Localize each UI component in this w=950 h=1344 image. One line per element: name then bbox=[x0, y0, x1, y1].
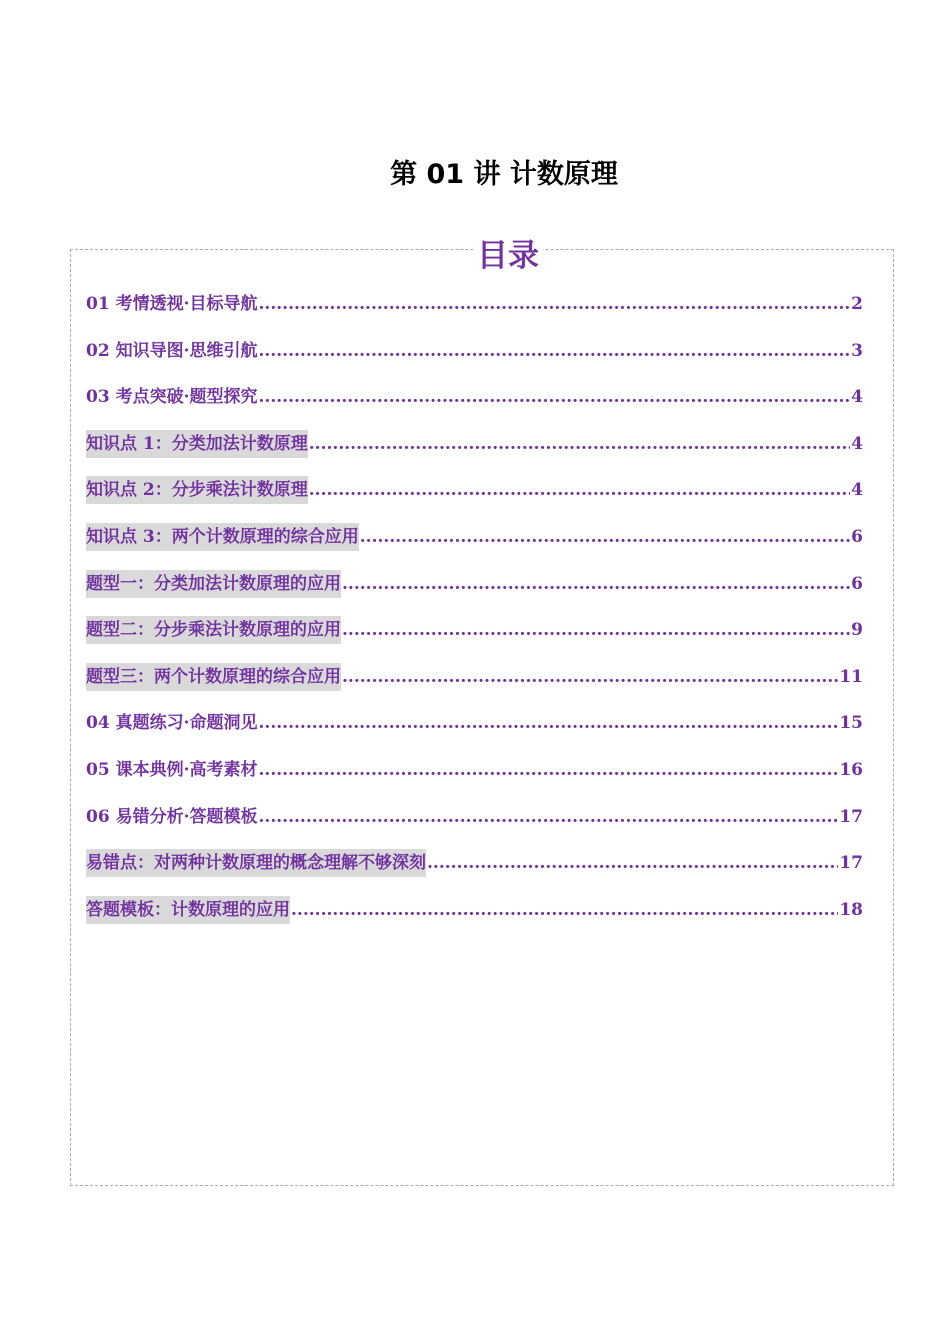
toc-leader-dots bbox=[342, 570, 850, 598]
toc-entry-label: 题型三：两个计数原理的综合应用 bbox=[86, 663, 341, 691]
toc-entry-page-number: 3 bbox=[851, 340, 863, 361]
toc-entry-label: 知识点 3：两个计数原理的综合应用 bbox=[86, 523, 359, 551]
toc-entry-page-number: 16 bbox=[839, 759, 863, 780]
toc-entry[interactable] bbox=[86, 896, 863, 943]
toc-entry-page-number: 15 bbox=[839, 713, 863, 734]
toc-entry[interactable] bbox=[86, 616, 863, 663]
toc-leader-dots bbox=[259, 290, 851, 318]
toc-entry-label: 03 考点突破·题型探究 bbox=[86, 387, 258, 408]
toc-entry[interactable] bbox=[86, 756, 863, 803]
toc-leader-dots bbox=[259, 337, 851, 365]
toc-entry[interactable] bbox=[86, 803, 863, 850]
toc-entry-label: 知识点 1：分类加法计数原理 bbox=[86, 430, 308, 458]
toc-leader-dots bbox=[259, 756, 839, 784]
toc-entry[interactable] bbox=[86, 476, 863, 523]
toc-entry-label: 题型一：分类加法计数原理的应用 bbox=[86, 570, 341, 598]
toc-entry-label: 知识点 2：分步乘法计数原理 bbox=[86, 476, 308, 504]
toc-leader-dots bbox=[360, 523, 850, 551]
toc-leader-dots bbox=[427, 849, 838, 877]
toc-entry-label: 题型二：分步乘法计数原理的应用 bbox=[86, 616, 341, 644]
toc-entry[interactable] bbox=[86, 663, 863, 710]
toc-entry[interactable] bbox=[86, 523, 863, 570]
toc-entry-page-number: 18 bbox=[839, 899, 863, 920]
toc-entry-page-number: 9 bbox=[851, 620, 863, 641]
toc-entry-page-number: 6 bbox=[851, 526, 863, 547]
toc-entry[interactable] bbox=[86, 430, 863, 477]
toc-entry-label: 02 知识导图·思维引航 bbox=[86, 340, 258, 361]
toc-entry-label: 04 真题练习·命题洞见 bbox=[86, 713, 258, 734]
toc-entry-page-number: 17 bbox=[839, 853, 863, 874]
toc-entry-page-number: 6 bbox=[851, 573, 863, 594]
toc-entry-label: 06 易错分析·答题模板 bbox=[86, 806, 258, 827]
toc-leader-dots bbox=[309, 476, 850, 504]
toc-list bbox=[86, 290, 863, 942]
toc-entry-page-number: 2 bbox=[851, 294, 863, 314]
toc-leader-dots bbox=[309, 430, 850, 458]
toc-entry-label: 答题模板：计数原理的应用 bbox=[86, 896, 290, 924]
toc-entry[interactable] bbox=[86, 337, 863, 384]
toc-entry[interactable] bbox=[86, 570, 863, 617]
toc-entry-page-number: 17 bbox=[839, 806, 863, 827]
toc-heading-text: 目录 bbox=[473, 238, 543, 274]
toc-leader-dots bbox=[259, 709, 839, 737]
toc-entry-label: 01 考情透视·目标导航 bbox=[86, 294, 258, 314]
toc-entry-label: 05 课本典例·高考素材 bbox=[86, 759, 258, 780]
toc-entry-page-number: 4 bbox=[851, 480, 863, 501]
toc-leader-dots bbox=[342, 616, 850, 644]
toc-entry-label: 易错点：对两种计数原理的概念理解不够深刻 bbox=[86, 849, 426, 877]
toc-entry-page-number: 4 bbox=[851, 387, 863, 408]
toc-entry[interactable] bbox=[86, 709, 863, 756]
toc-entry[interactable] bbox=[86, 383, 863, 430]
toc-leader-dots bbox=[259, 383, 851, 411]
toc-leader-dots bbox=[291, 896, 838, 924]
page-title: 第 01 讲 计数原理 bbox=[390, 159, 618, 190]
toc-entry[interactable] bbox=[86, 849, 863, 896]
toc-leader-dots bbox=[259, 803, 839, 831]
toc-entry[interactable] bbox=[86, 290, 863, 337]
toc-entry-page-number: 11 bbox=[839, 666, 863, 687]
toc-heading bbox=[0, 230, 950, 275]
toc-entry-page-number: 4 bbox=[851, 433, 863, 454]
toc-leader-dots bbox=[342, 663, 838, 691]
